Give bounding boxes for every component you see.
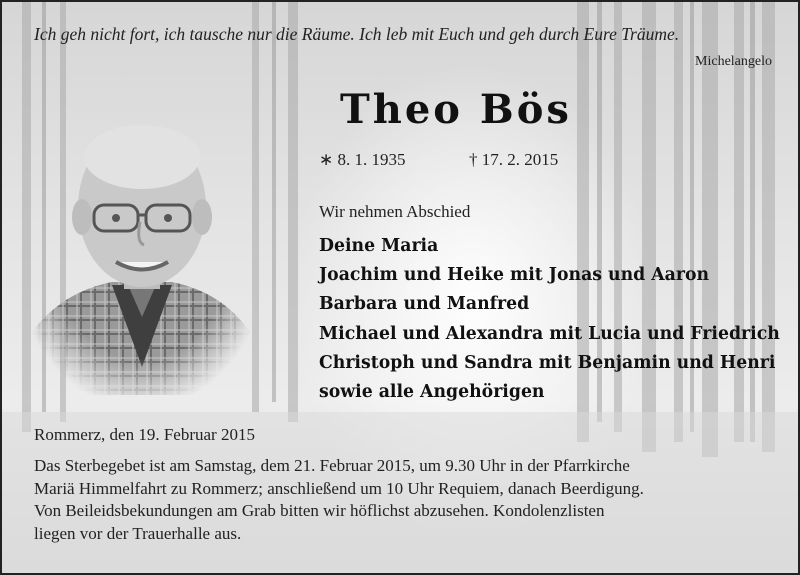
mourner-line: Christoph und Sandra mit Benjamin und Henri <box>319 352 776 373</box>
mourner-line: sowie alle Angehörigen <box>319 381 545 402</box>
notice-line: Von Beileidsbekundungen am Grab bitten wir höflichst abzusehen. Kondolenzlisten <box>34 501 605 520</box>
place-date: Rommerz, den 19. Februar 2015 <box>34 425 255 444</box>
memorial-quote: Ich geh nicht fort, ich tausche nur die Räume. Ich leb mit Euch und geh durch Eure Träume. <box>34 24 680 44</box>
deceased-name: Theo Bös <box>340 86 572 133</box>
farewell-line: Wir nehmen Abschied <box>319 202 471 221</box>
notice-line: liegen vor der Trauerhalle aus. <box>34 523 242 543</box>
mourner-line: Barbara und Manfred <box>319 294 530 315</box>
notice-line: Das Sterbegebet ist am Samstag, dem 21. Februar 2015, um 9.30 Uhr in der Pfarrkirche <box>34 456 630 475</box>
mourners-list <box>319 232 780 407</box>
mourner-line: Joachim und Heike mit Jonas und Aaron <box>319 265 710 286</box>
mourner-line: Deine Maria <box>319 236 439 256</box>
mourner-line: Michael und Alexandra mit Lucia und Friedrich <box>319 323 780 344</box>
funeral-notice <box>34 455 784 545</box>
quote-author: Michelangelo <box>695 54 772 69</box>
birth-date: ∗ 8. 1. 1935 <box>319 150 406 169</box>
death-date: † 17. 2. 2015 <box>469 150 559 169</box>
portrait-photo <box>32 117 250 395</box>
notice-line: Mariä Himmelfahrt zu Rommerz; anschließend um 10 Uhr Requiem, danach Beerdigung. <box>34 478 644 498</box>
